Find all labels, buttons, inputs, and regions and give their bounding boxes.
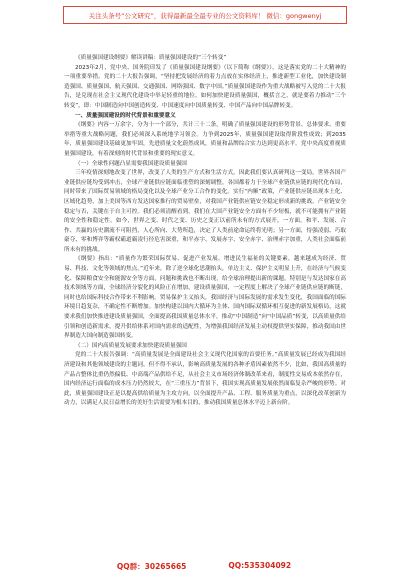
document-body <box>64 54 346 544</box>
sub2-paragraph-1: 党的二十大报告强调：“高质量发展是全面建设社会主义现代化国家的首要任务。”高质量发展已经成为我国经济建设和其他领域建设的主题词。但不得不承认，影响高质量发展的各种矛盾因素依然不少，比如，我国高质量的产品占整体比重仍然偏低、中高端产品供给不足，从社会主义市场经济体制改革来看，制度性交易成本依然存在，国内经济运行面临的成本压力仍然较大，在“三重压力”背景下，我国实现高质量发展依然面临复杂严峻的形势。对此，质量强国建设正是以提高供给质量为主攻方向，以全面提升产品、工程、服务质量为重点，以深化改革创新为动力，以满足人民日益增长的美好生活需要为根本目的，推动我国质量总体水平迈上新台阶。 <box>64 352 346 407</box>
qq-text: QQ:535304092 <box>228 561 292 570</box>
intro-paragraph: 2023年2月，党中央、国务院印发了《质量强国建设纲要》（以下简称《纲要》），这是落实党的二十大精神的一项重要举措。党的二十大报告强调，“坚持把发展经济的着力点放在实体经济上，推进新型工业化，加快建设制造强国、质量强国、航天强国、交通强国、网络强国、数字中国。”质量强国建设作为重大战略被写入党的二十大报告，是兑现在社会主义现代化建设中举足轻重的地位。如何加快建设质量强国，概括言之，就是要着力推动“三个转变”，即：中国制造向中国创造转变、中国速度向中国质量转变、中国产品向中国品牌转变。 <box>64 64 346 109</box>
promo-banner <box>63 6 347 24</box>
sub1-paragraph-1: 三年疫情深刻地改变了世界，改变了人类的生产方式和生活方式，因此我们要认真研判这一变局，世界各国产业链供应链均受到冲击，全球产业链供应链面临重塑的深刻调整，各国都着力于全球产业链供应链的现代化布局，同时带来了国际贸易领域的格局变化以及全球产业分工合作的变化。实行“内顺”政策，产业链供应链出现本土化、区域化趋势，加上美国等西方发达国家推行的贸易壁垒，对我国产业链供应链安全稳定形成新的挑战。产业链安全稳定与否，关键在于自主可控。我们必须清醒看到，我们在大国产业链安全方面有不少短板，就不可能拥有产业链的安全性和稳定性。如今，世界之变、时代之变、历史之变正以前所未有的方式展开，一方面，和平、发展、合作、共赢的历史潮流不可阻挡，人心所向、大势所趋，决定了人类前途命运终将光明；另一方面，恃强凌弱、巧取豪夺、零和博弈等霸权霸道霸凌行径危害深重，和平赤字、发展赤字、安全赤字、治理赤字加重，人类社会面临前所未有的挑战。 <box>64 170 346 253</box>
subsection-heading-2: （二）国内高质量发展要求加快建设质量强国 <box>75 342 187 349</box>
section1-paragraph: 《纲要》内容一万余字，分为十一个部分，共计三十二条，明确了质量强国建设的形势背景、总体要求、重要举措等重大战略问题，我们必须深入系统地学习领会。力争到2025年，质量强国建设取得阶段性成效；到2035年，质量强国建设基础更加牢固，先进质量文化蔚然成风，质量和品牌综合实力达到更高水平。党中央高度重视质量强国建设，有着深刻的时代背景和重要的现实意义。 <box>64 122 346 157</box>
contact-footer <box>0 561 408 575</box>
qq-group-text: QQ群：30265665 <box>116 562 187 571</box>
subsection-heading-1: （一）全球性问题凸显需要我国建设质量强国 <box>75 160 187 167</box>
section-heading-1: 一、质量强国建设的时代背景和重要意义 <box>75 112 176 119</box>
promo-banner-text: 关注头条号“公文研究”，获得最新最全最专业的公文资料库！ 微信：gongwenyj <box>88 11 322 20</box>
sub1-paragraph-2: 《纲要》指出：“质量作为繁荣国际贸易、促进产业发展、增进民生福祉的关键要素，越来越成为经济、贸易、科技、文化等领域的焦点。”近年来，除了逆全球化思潮抬头，单边主义、保护主义明显上升，在经济与气候变化、保障粮食安全和能源安全等方面，问题和挑战也不断出现，给全球治理提出新的课题。特别是与发达国家在高技术领域等方面，全球经济分裂化的风险正在增加，建设质量强国，一定程度上解决了全球产业链供应链的断链，同时也给国际科技合作带来不利影响。贸易保护主义抬头，我国经济与国际发展的需求发生变化，我国面临的国际环境日趋复杂，不确定性不断增加。加快构建以国内大循环为主体、国内国际双循环相互促进的新发展格局，这就要求我们加快推进建设质量强国，全面提高我国质量总体水平，推动“中国制造”向“中国品质”转变，以高质量供给引领和创造新需求，提升供给体系对国内需求的适配性，为增强我国经济发展主动权提供坚实保障，推动我国由世界制造大国向制造强国转变。 <box>64 256 346 340</box>
document-title: 《质量强国建设纲要》解读讲稿：质量强国建设的“三个转变” <box>75 55 227 61</box>
